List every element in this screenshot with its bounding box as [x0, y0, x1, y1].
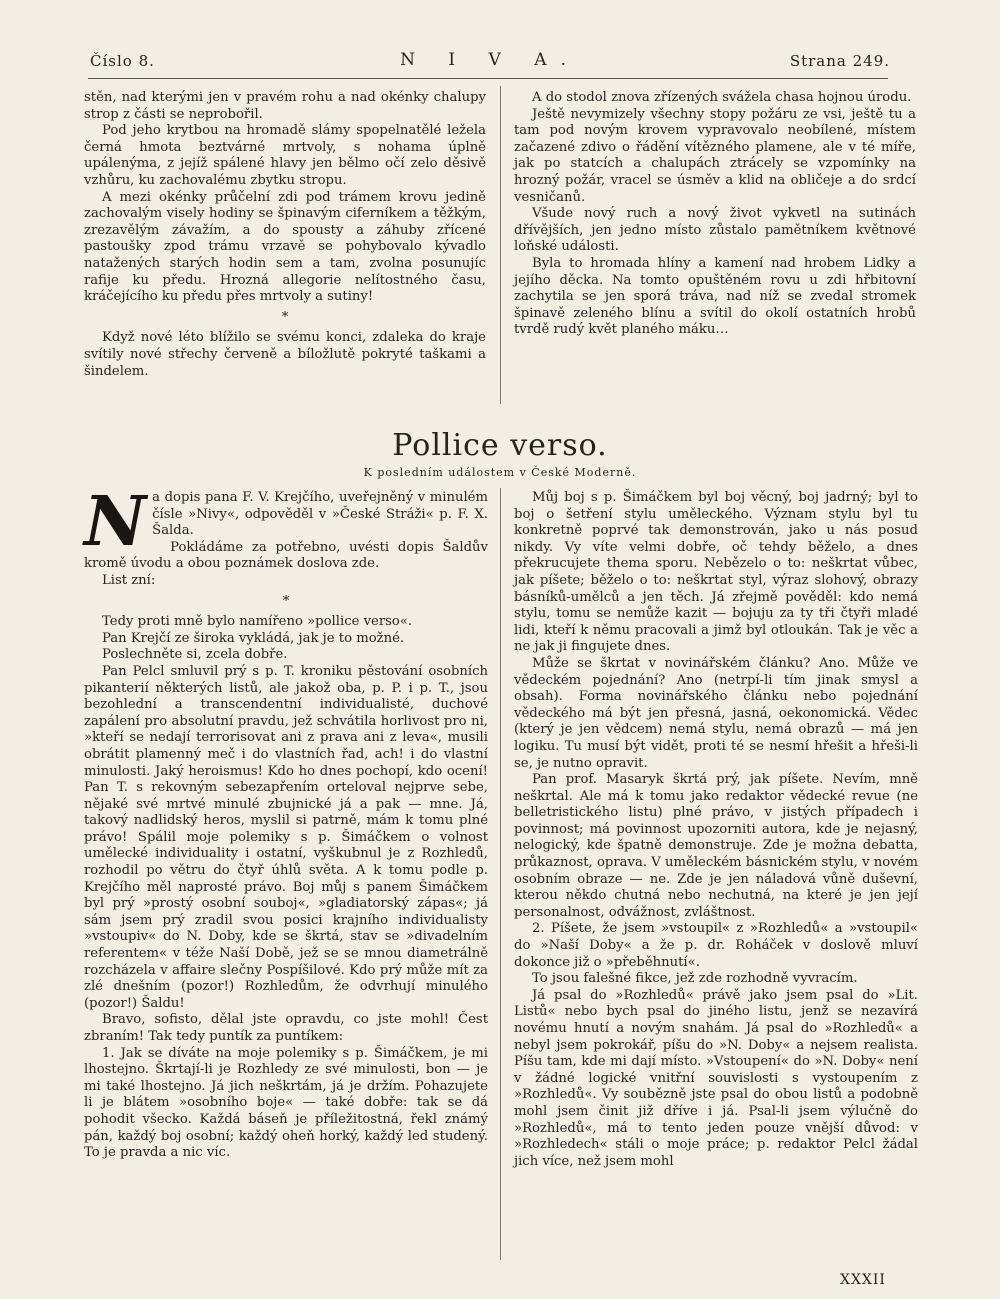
paragraph: Bravo, sofisto, dělal jste opravdu, co jste mohl! Čest zbraním! Tak tedy puntík za puntíkem: [84, 1012, 488, 1044]
paragraph: Může se škrtat v novinářském článku? Ano. Může ve vědeckém pojednání? Ano (netrpí-li tím jinak smysl a obsah). Forma novinářského článku nebo pojednání vědeckého má být jen přesná, jasná, oekonomická. Vědec (který je jen vědcem) nemá stylu, nemá obrazů — má jen logiku. Tu musí být vidět, proti té se nesmí hřešit a hřeši-li se, je nutno opravit. [514, 655, 918, 771]
drop-cap: N [84, 482, 147, 562]
paragraph: List zní: [102, 572, 156, 588]
header-rule [88, 78, 888, 79]
opening-text: a dopis pana F. V. Krejčího, uveřejněný v minulém čísle »Nivy«, odpověděl v »České Stráži« p. F. X. Šalda. [152, 490, 488, 539]
paragraph: 1. Jak se díváte na moje polemiky s p. Šimáčkem, je mi lhostejno. Škrtají-li je Rozhledy ze své minulosti, bon — je mi také lhostejno. Já jich neškrtám, já je držím. Pohazujete li je blátem »osobního boje« — také dobře: tak se dá pohodit všecko. Každá báseň je příležitostná, řekl známý pán, každý boj osobní; každý oheň horký, každý led studený. To je pravda a nic víc. [84, 1045, 488, 1161]
paragraph: Ještě nevymizely všechny stopy požáru ze vsi, ještě tu a tam pod novým krovem vypravovalo neobílené, místem začazené zdivo o řádění vítězného plamene, ale v té míře, jak po statcích a chalupách ztrácely se vzpomínky na hrozný požár, vracel se úsměv a klid na obličeje a do srdcí vesničanů. [514, 106, 916, 205]
article-title: Pollice verso. [392, 428, 608, 463]
article-subtitle: K posledním událostem v České Moderně. [363, 466, 637, 479]
magazine-title: N I V A. [400, 50, 580, 70]
paragraph: Tedy proti mně bylo namířeno »pollice verso«. [102, 614, 413, 630]
bottom-right-column [514, 490, 918, 1170]
section-divider: * [281, 309, 289, 325]
paragraph: Pan prof. Masaryk škrtá prý, jak píšete. Nevím, mně neškrtal. Ale má k tomu jako redaktor vědecké revue (ne belletristického listu) plné právo, v jistých případech i povinnost; má povinnost upozorniti autora, kde je nejasný, nelogický, kde špatně demonstruje. Zde je možna debatta, průkaznost, oprava. V uměleckém básnickém stylu, v novém osobním obraze — ne. Zde je jen náladová vůně duševní, kterou někdo chutná nebo nechutná, na které je jen její personalnost, odvážnost, zvláštnost. [514, 772, 918, 920]
sheet-signature: XXXII [840, 1272, 886, 1288]
page-header [90, 50, 890, 76]
paragraph: Pan Krejčí ze široka vykládá, jak je to možné. [102, 630, 405, 646]
paragraph: A do stodol znova zřízených svážela chasa hojnou úrodu. [532, 90, 912, 105]
paragraph: Pokládáme za potřebno, uvésti dopis Šaldův kromě úvodu a obou poznámek doslova zde. [84, 539, 488, 572]
column-divider [500, 488, 501, 1260]
paragraph: Když nové léto blížilo se svému konci, zdaleka do kraje svítily nové střechy červeně a bíložlutě pokryté taškami a šindelem. [84, 330, 486, 379]
paragraph: Můj boj s p. Šimáčkem byl boj věcný, boj jadrný; byl to boj o šetření stylu uměleckého. Význam stylu byl tu konkretně poprvé tak demonstrován, jako u nás posud nikdy. Vy víte velmi dobře, oč tehdy běželo, a dnes překrucujete thema sporu. Nebězelo o to: neškrtat vůbec, jak píšete; běželo o to: neškrtat styl, výraz slohový, obrazy básníků-umělců a jen těch. Já zřejmě pověděl: kdo nemá stylu, tomu se nemůže kazit — bojuju za ty tři čtyři mladé lidi, kteří k němu pracovali a jimž byl otloukán. Tak je věc a ne jak ji fingujete dnes. [514, 490, 918, 655]
section-divider: * [282, 593, 290, 609]
paragraph: Všude nový ruch a nový život vykvetl na sutinách dřívějších, jen jedno místo zůstalo pamětníkem květnové loňské události. [514, 206, 916, 255]
paragraph: 2. Píšete, že jsem »vstoupil« z »Rozhledů« a »vstoupil« do »Naší Doby« a že p. dr. Roháček v doslově mluví dokonce již o »přeběhnutí«. [514, 921, 918, 970]
page-number: Strana 249. [789, 52, 890, 70]
paragraph: Já psal do »Rozhledů« právě jako jsem psal do »Lit. Listů« nebo bych psal do jiného listu, jenž se nezavírá novému hnutí a novým snahám. Já psal do »Rozhledů« a nebyl jsem pokrokář, píšu do »N. Doby« a nejsem realista. Píšu tam, kde mi dají místo. »Vstoupení« do »N. Doby« není v žádné logické vnitřní souvislosti s vystoupením z »Rozhledů«. Vy soubězně jste psal do obou listů a podobně mohl jsem činit již dříve i já. Psal-li jsem výlučně do »Rozhledů«, má to tento jeden pouze vnější důvod: v »Rozhledech« stáli o moje práce; p. redaktor Pelcl žádal jich více, než jsem mohl [514, 987, 918, 1169]
top-right-column [514, 90, 916, 339]
paragraph: A mezi okénky průčelní zdi pod trámem krovu jedině zachovalým visely hodiny se špinavým ciferníkem a těžkým, zrezavělým závažím, a do spousty a záhuby zřícené pastoušky zpod trámu vrzavě se pohybovalo kývadlo natažených starých hodin sem a tam, zvolna posunujíc rafije ku předu. Hrozná allegorie nelítostného času, kráčejícího ku předu přes mrtvoly a sutiny! [84, 189, 486, 305]
bottom-left-column [84, 482, 488, 1162]
issue-number: Číslo 8. [90, 52, 155, 70]
paragraph: Pod jeho krytbou na hromadě slámy spopelnatělé ležela černá hmota beztvárné mrtvoly, s nohama úplně upálenýma, z jejíž spálené hlavy jen bělmo očí zelo děsivě vzhůru, ku zachovalému zbytku stropu. [84, 123, 486, 188]
paragraph: Byla to hromada hlíny a kamení nad hrobem Lidky a jejího děcka. Na tomto opuštěném rovu u zdi hřbitovní zachytila se jen sporá tráva, nad níž se zvedal stromek špinavě zeleného blínu a svítil do okolí ostatních hrobů tvrdě rudý květ planého máku… [514, 255, 916, 338]
paragraph: To jsou falešné fikce, jež zde rozhodně vyvracím. [532, 971, 858, 987]
paragraph: stěn, nad kterými jen v pravém rohu a nad okénky chalupy strop z části se neprobořil. [84, 90, 486, 122]
top-left-column [84, 90, 486, 380]
paragraph: Poslechněte si, zcela dobře. [102, 647, 288, 663]
paragraph: Pan Pelcl smluvil prý s p. T. kroniku pěstování osobních pikanterií některých listů, ale jakož oba, p. P. i p. T., jsou bezohlední a transcendentní individualisté, duchové zapálení pro absolutní pravdu, jež schvátila horlivost pro ni, »kteří se nedají terrorisovat ani z prava ani z leva«, musili obrátit plamenný meč i do vlastních řad, ach! i do vlastní minulosti. Jaký heroismus! Kdo ho dnes pochopí, kdo ocení! Pan T. s rekovným sebezapřením orteloval nejprve sebe, nějaké své mrtvé minulé zbujnické já a pak — mne. Já, takový nadlidský heros, myslil si patrně, mám k tomu plné právo! Spálil moje polemiky s p. Šimáčkem o volnost umělecké individuality i ostatní, vyškubnul je z Rozhledů, rozhodil po větru do čtyř úhlů světa. A k tomu podle p. Krejčího měl naprosté právo. Boj můj s panem Šimáčkem byl prý »prostý osobní souboj«, »gladiatorský zápas«; já sám jsem prý zradil svou posici krajního individualisty »vstoupiv« do N. Doby, kde se škrtá, stav se »divadelním referentem« v téže Naší Době, jež se se mnou diametrálně rozcházela v affaire slečny Pospíšilové. Kdo prý může mít za zlé dnešním (pozor!) Rozhledům, že odvrhují minulého (pozor!) Šaldu! [84, 663, 488, 1011]
column-divider [500, 86, 501, 404]
